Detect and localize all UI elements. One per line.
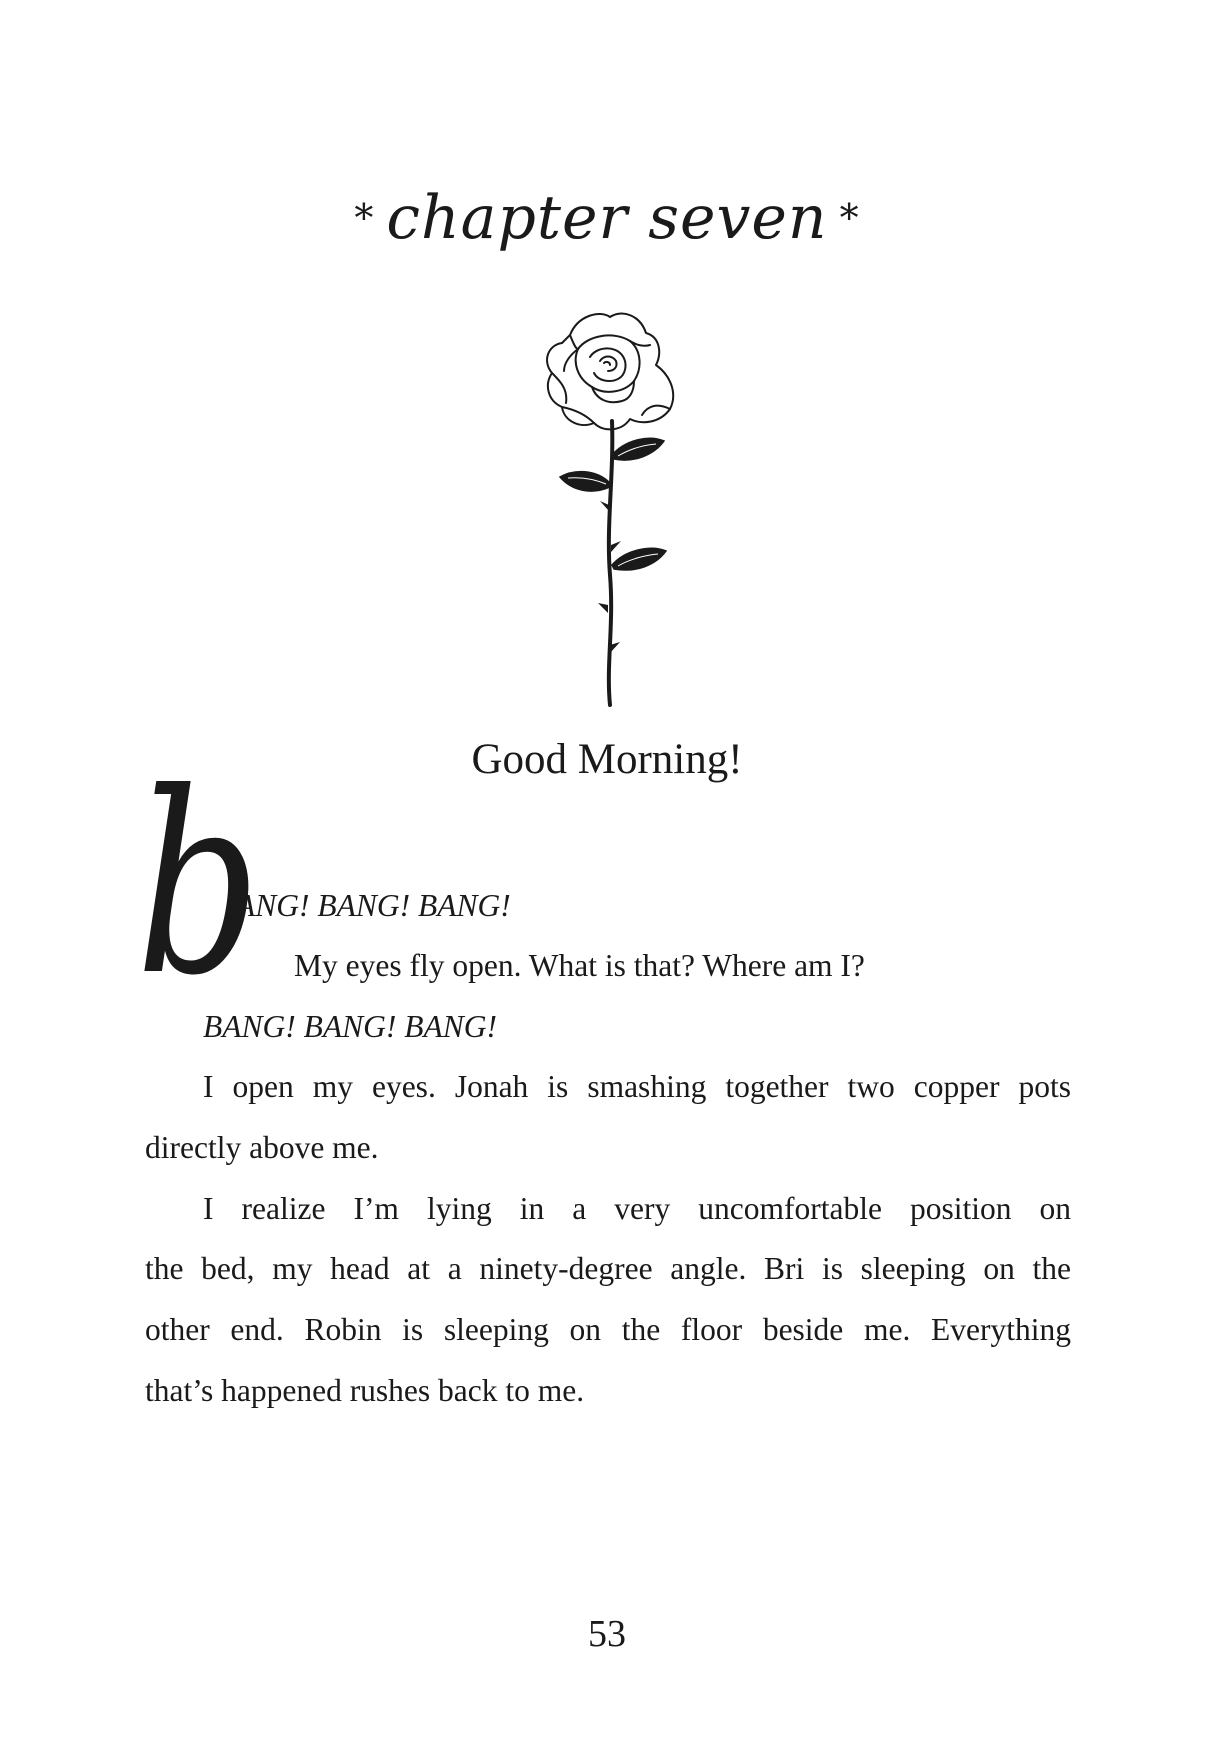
chapter-heading <box>0 178 1214 262</box>
drop-cap: b <box>136 739 261 1030</box>
text-line: I realize I’m lying in a very uncomfortable position on <box>203 1191 1071 1226</box>
text-line: ANG! BANG! BANG! <box>236 888 511 923</box>
rose-icon <box>530 305 690 715</box>
star-ornament-right: * <box>839 196 860 241</box>
text-line: I open my eyes. Jonah is smashing together two copper pots <box>203 1069 1071 1104</box>
page-number: 53 <box>588 1613 626 1655</box>
star-ornament-left: * <box>354 196 375 241</box>
text-line: directly above me. <box>145 1130 379 1165</box>
text-line: BANG! BANG! BANG! <box>203 1009 497 1044</box>
text-line: the bed, my head at a ninety-degree angle. Bri is sleeping on the <box>145 1251 1071 1286</box>
text-line: that’s happened rushes back to me. <box>145 1373 585 1408</box>
chapter-title: Good Morning! <box>471 736 743 783</box>
chapter-heading-text: chapter seven <box>386 183 828 253</box>
text-line: My eyes fly open. What is that? Where am I? <box>294 948 865 983</box>
text-line: other end. Robin is sleeping on the floor beside me. Everything <box>145 1312 1071 1347</box>
